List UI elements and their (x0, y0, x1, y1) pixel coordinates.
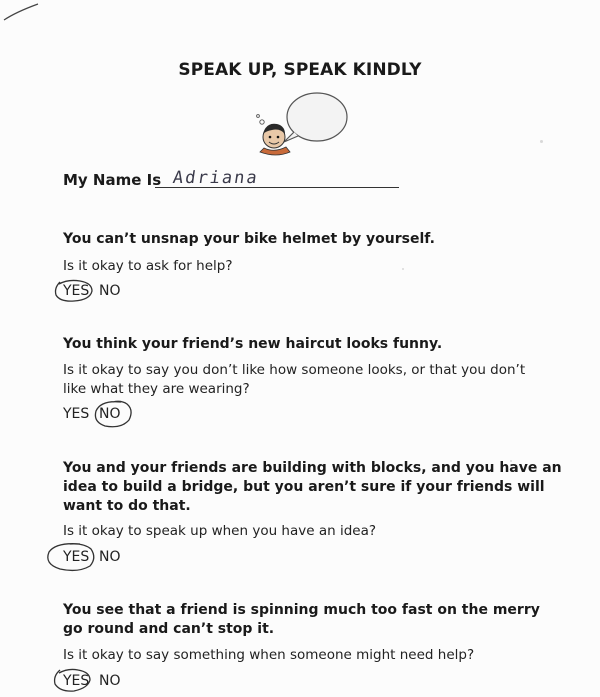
question-2-yes[interactable]: YES (63, 406, 90, 422)
question-4-prompt: Is it okay to say something when someone might need help? (63, 647, 475, 663)
question-2-scenario: You think your friend’s new haircut looks funny. (63, 336, 443, 352)
question-3-scenario: You and your friends are building with blocks, and you have an idea to build a bridge, but you aren’t sure if your friends will want to do that. (63, 460, 562, 514)
page-title: SPEAK UP, SPEAK KINDLY (178, 60, 422, 80)
question-3-no[interactable]: NO (99, 549, 121, 565)
question-4-no[interactable]: NO (99, 673, 121, 689)
question-1-scenario: You can’t unsnap your bike helmet by yourself. (63, 231, 435, 247)
child-speech-bubble-illustration (250, 90, 350, 160)
question-1-prompt: Is it okay to ask for help? (63, 258, 233, 274)
question-2-answers (63, 406, 121, 422)
question-4-yes[interactable]: YES (63, 673, 90, 689)
question-1-no[interactable]: NO (99, 283, 121, 299)
question-3-answers (63, 549, 121, 565)
name-handwritten-value: Adriana (171, 168, 261, 188)
question-1-answers (63, 283, 121, 299)
name-label: My Name Is (63, 171, 162, 189)
question-3-prompt: Is it okay to speak up when you have an idea? (63, 523, 377, 539)
name-field[interactable] (63, 168, 403, 192)
question-4-answers (63, 673, 121, 689)
question-4-scenario: You see that a friend is spinning much too fast on the merry go round and can’t stop it. (63, 602, 540, 637)
pen-mark (2, 2, 42, 24)
question-2-prompt: Is it okay to say you don’t like how someone looks, or that you don’t like what they are wearing? (63, 362, 526, 397)
scan-speck (540, 140, 543, 143)
question-3-yes[interactable]: YES (63, 549, 90, 565)
question-2-no[interactable]: NO (99, 406, 121, 422)
question-1-yes[interactable]: YES (63, 283, 90, 299)
